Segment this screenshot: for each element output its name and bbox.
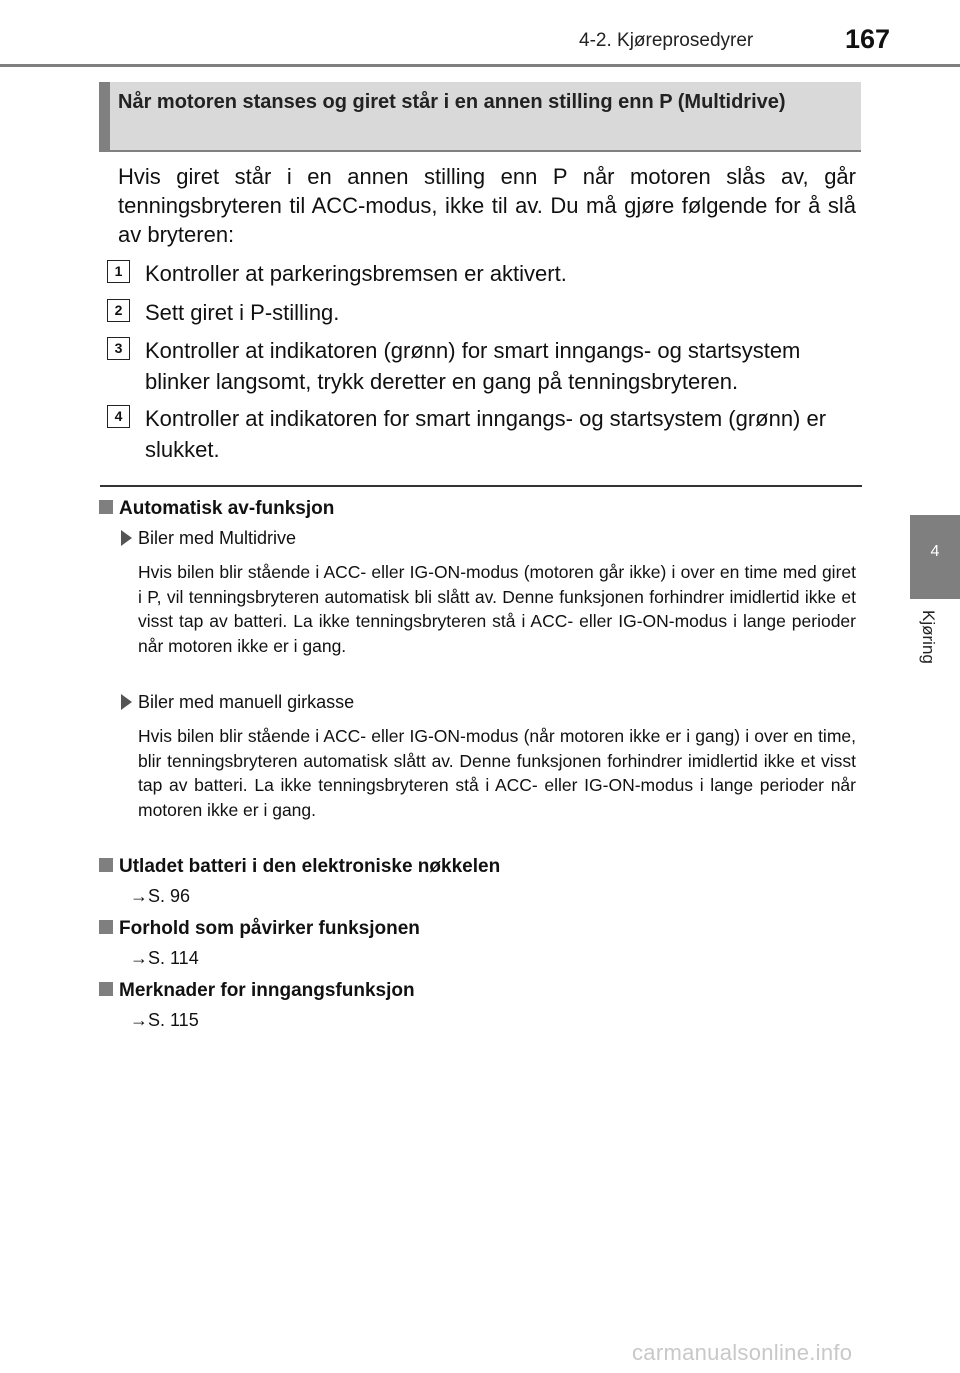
step-text: Kontroller at indikatoren (grønn) for smart inngangs- og startsystem blinker langsomt, trykk deretter en gang på tenningsbryteren.	[145, 338, 801, 394]
conditions-page-ref[interactable]: →S. 114	[130, 948, 199, 968]
conditions-heading	[99, 918, 420, 940]
step-number-badge: 1	[107, 260, 130, 283]
section-divider	[100, 485, 862, 487]
topic-title-box	[99, 82, 861, 152]
topic-title: Når motoren stanses og giret står i en annen stilling enn P (Multidrive)	[118, 91, 786, 113]
header-divider	[0, 64, 960, 67]
entry-notes-page-ref[interactable]: →S. 115	[130, 1010, 199, 1030]
triangle-bullet-icon	[121, 530, 132, 546]
section-header: 4-2. Kjøreprosedyrer	[579, 30, 754, 51]
triangle-bullet-icon	[121, 694, 132, 710]
battery-heading-text: Utladet batteri i den elektroniske nøkkelen	[119, 856, 501, 877]
multidrive-paragraph: Hvis bilen blir stående i ACC- eller IG-ON-modus (motoren går ikke) i over en time med giret i P, vil tenningsbryteren automatisk bli slått av. Denne funksjonen forhindrer imidlertid ikke et visst tap av batteri. La ikke tenningsbryteren stå i ACC- eller IG-ON-modus i lange perioder når motoren ikke er i gang.	[138, 562, 856, 656]
watermark: carmanualsonline.info	[632, 1340, 853, 1365]
conditions-heading-text: Forhold som påvirker funksjonen	[119, 918, 420, 939]
square-bullet-icon	[99, 858, 113, 872]
intro-paragraph: Hvis giret står i en annen stilling enn P når motoren slås av, går tenningsbryteren til ACC-modus, ikke til av. Du må gjøre følgende for å slå av bryteren:	[118, 164, 856, 247]
manual-paragraph: Hvis bilen blir stående i ACC- eller IG-ON-modus (når motoren ikke er i gang) i over en time, blir tenningsbryteren automatisk slått av. Denne funksjonen forhindrer imidlertid ikke et visst tap av batteri. La ikke tenningsbryteren stå i ACC- eller IG-ON-modus i lange perioder når motoren ikke er i gang.	[138, 726, 856, 820]
battery-heading	[99, 856, 500, 878]
entry-notes-heading-text: Merknader for inngangsfunksjon	[119, 980, 415, 1001]
step-text: Kontroller at indikatoren for smart inngangs- og startsystem (grønn) er slukket.	[145, 406, 827, 462]
multidrive-subheading	[121, 528, 296, 549]
step-number-badge: 3	[107, 337, 130, 360]
step-text: Sett giret i P-stilling.	[145, 300, 340, 325]
page-number: 167	[845, 24, 891, 54]
step-text: Kontroller at parkeringsbremsen er aktivert.	[145, 261, 567, 286]
manual-subheading-text: Biler med manuell girkasse	[138, 692, 355, 712]
step-number-badge: 4	[107, 405, 130, 428]
chapter-tab-label: Kjøring	[919, 610, 938, 664]
chapter-tab-number: 4	[930, 543, 940, 560]
step-number-badge: 2	[107, 299, 130, 322]
square-bullet-icon	[99, 920, 113, 934]
multidrive-subheading-text: Biler med Multidrive	[138, 528, 297, 548]
entry-notes-heading	[99, 980, 415, 1002]
auto-off-heading	[99, 498, 334, 520]
square-bullet-icon	[99, 500, 113, 514]
auto-off-heading-text: Automatisk av-funksjon	[119, 498, 335, 519]
square-bullet-icon	[99, 982, 113, 996]
manual-subheading	[121, 692, 354, 713]
battery-page-ref[interactable]: →S. 96	[130, 886, 191, 906]
